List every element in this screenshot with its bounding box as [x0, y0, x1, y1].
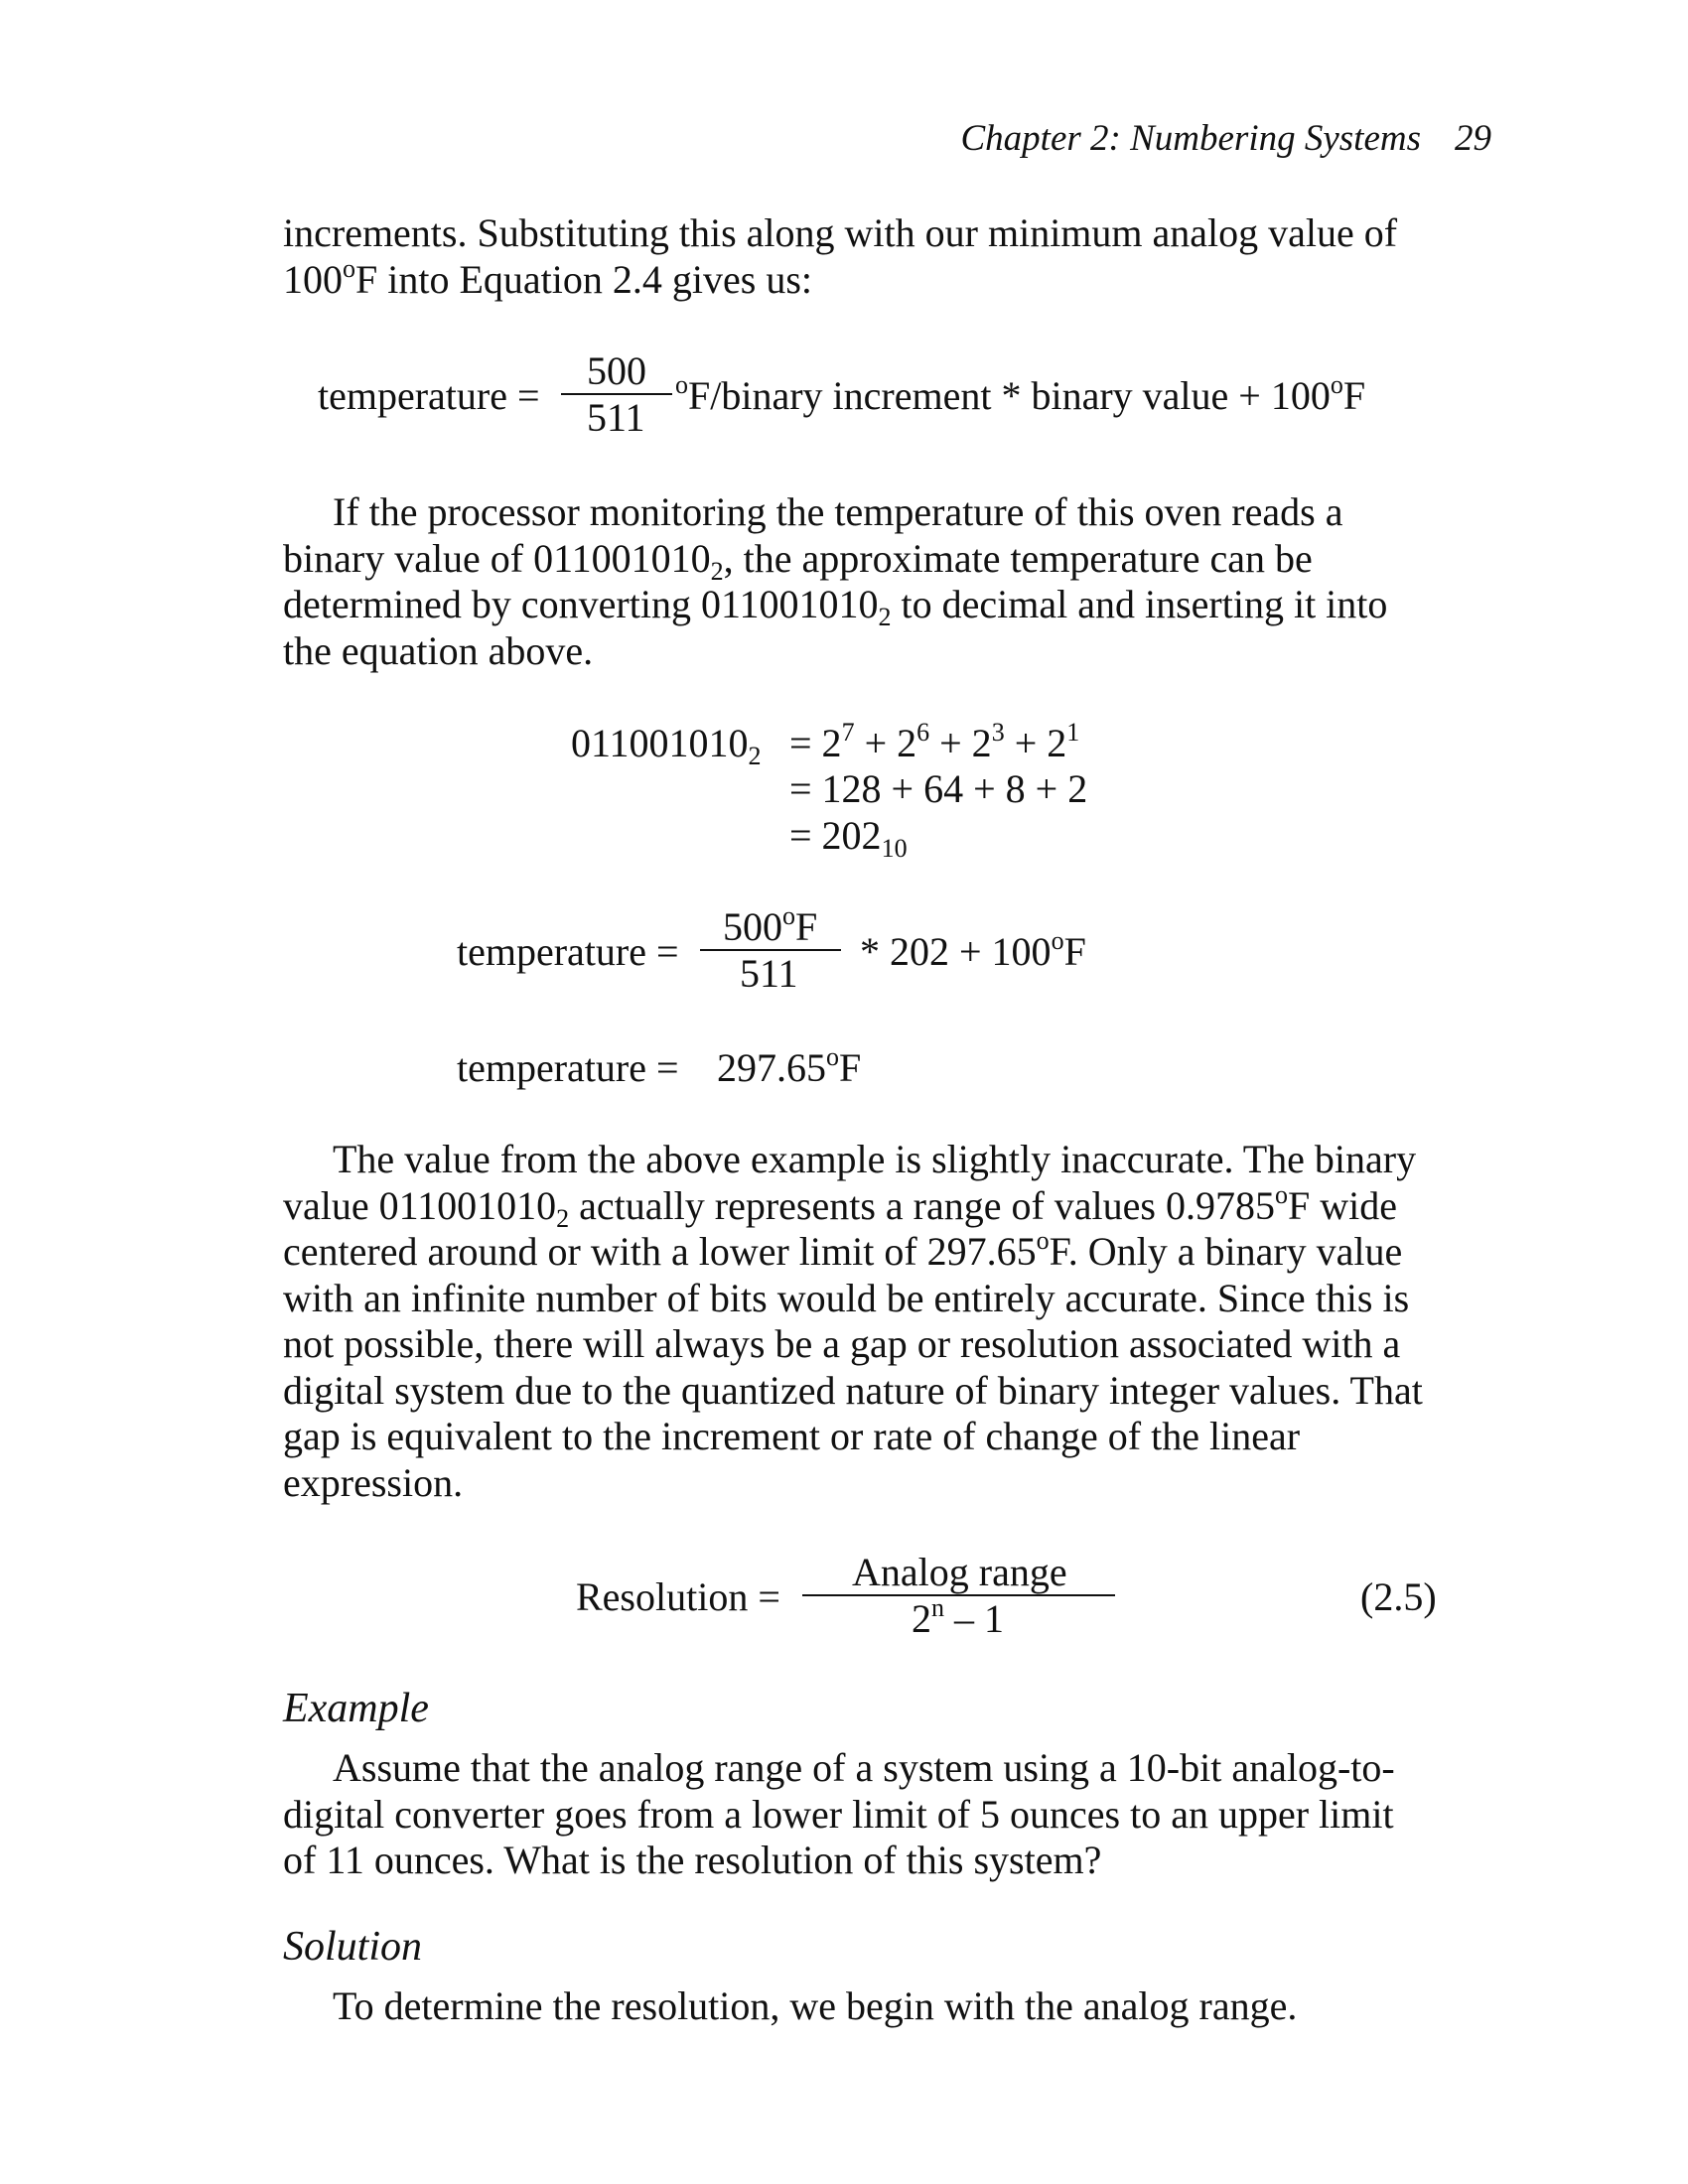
text-fragment: = 2: [789, 721, 842, 765]
text-fragment: 297.65: [717, 1045, 826, 1090]
equation-rhs: [675, 372, 1365, 419]
text-fragment: = 202: [789, 813, 882, 858]
text-line: [283, 535, 1475, 586]
text-line: If the processor monitoring the temperature of this oven reads a: [333, 489, 1343, 534]
text-fragment: – 1: [944, 1596, 1004, 1641]
equation-result: [717, 1044, 861, 1091]
text-fragment: 100: [283, 256, 343, 302]
text-fragment: 2: [912, 1596, 931, 1641]
equation-number: (2.5): [1360, 1574, 1437, 1619]
text-fragment: determined by converting 011001010: [283, 582, 879, 626]
text-fragment: F/binary increment * binary value + 100: [688, 373, 1331, 418]
conversion-row-3: [789, 812, 908, 863]
paragraph-accuracy: [283, 1137, 1475, 1506]
text-line: with an infinite number of bits would be entirely accurate. Since this is: [283, 1275, 1410, 1320]
example-heading: Example: [283, 1686, 429, 1731]
text-line: expression.: [283, 1459, 464, 1505]
running-header: [961, 117, 1492, 160]
text-fragment: F: [1063, 929, 1086, 974]
base-subscript: 2: [748, 742, 762, 770]
text-fragment: + 2: [1004, 721, 1067, 765]
text-line: of 11 ounces. What is the resolution of this system?: [283, 1838, 1102, 1882]
text-fragment: + 2: [929, 721, 992, 765]
equation-denominator: 511: [740, 951, 798, 996]
text-fragment: actually represents a range of values 0.9785: [569, 1182, 1275, 1228]
paragraph-processor: [283, 489, 1475, 674]
paragraph-example: [283, 1745, 1475, 1884]
text-fragment: centered around or with a lower limit of 297.65: [283, 1229, 1037, 1274]
exponent-superscript: 1: [1066, 718, 1080, 747]
text-fragment: F. Only a binary value: [1049, 1229, 1403, 1274]
degree-superscript: o: [1330, 370, 1343, 399]
text-line: gap is equivalent to the increment or rate of change of the linear: [283, 1414, 1301, 1458]
equation-rhs: [860, 928, 1086, 975]
paragraph-intro: [283, 210, 1475, 303]
text-line: [283, 253, 1475, 304]
running-title: Chapter 2: Numbering Systems: [960, 118, 1421, 159]
text-line: To determine the resolution, we begin with the analog range.: [333, 1983, 1298, 2028]
text-fragment: binary value of 011001010: [283, 535, 711, 581]
equation-denominator: 511: [587, 395, 645, 440]
text-line: digital converter goes from a lower limit of 5 ounces to an upper limit: [283, 1791, 1394, 1837]
degree-superscript: o: [1051, 926, 1064, 955]
degree-superscript: o: [675, 370, 688, 399]
text-fragment: value 011001010: [283, 1182, 557, 1228]
text-fragment: * 202 + 100: [860, 929, 1052, 974]
degree-superscript: o: [1274, 1179, 1288, 1209]
degree-superscript: o: [343, 253, 355, 283]
degree-superscript: o: [826, 1042, 839, 1071]
text-fragment: F: [1342, 373, 1366, 418]
text-fragment: F into Equation 2.4 gives us:: [355, 256, 812, 302]
text-line: not possible, there will always be a gap or resolution associated with a: [283, 1321, 1401, 1366]
text-line: increments. Substituting this along with our minimum analog value of: [283, 210, 1398, 255]
text-line: [283, 1226, 1475, 1276]
base-subscript: 10: [881, 834, 908, 863]
conversion-row-1: [789, 720, 1079, 766]
text-fragment: to decimal and inserting it into: [891, 582, 1388, 626]
exponent-superscript: 7: [841, 718, 855, 747]
exponent-superscript: 6: [916, 718, 930, 747]
equation-numerator: Analog range: [852, 1550, 1067, 1594]
conversion-lhs: [571, 720, 762, 770]
text-fragment: , the approximate temperature can be: [723, 535, 1313, 581]
base-subscript: 2: [878, 603, 892, 631]
base-subscript: 2: [556, 1203, 570, 1233]
text-fragment: 500: [723, 904, 782, 949]
base-subscript: 2: [710, 556, 724, 586]
text-line: [283, 1179, 1475, 1233]
equation-numerator: [723, 903, 817, 950]
degree-superscript: o: [1036, 1226, 1050, 1255]
text-fragment: F: [795, 904, 818, 949]
equation-lhs: temperature =: [318, 373, 540, 418]
degree-superscript: o: [782, 901, 795, 930]
text-line: digital system due to the quantized nature of binary integer values. That: [283, 1367, 1423, 1413]
text-fragment: + 2: [854, 721, 917, 765]
equation-lhs: Resolution =: [576, 1574, 780, 1619]
text-line: Assume that the analog range of a system using a 10-bit analog-to-: [333, 1745, 1395, 1790]
text-line: [283, 582, 1475, 631]
equation-numerator: 500: [587, 348, 646, 393]
exponent-superscript: 3: [991, 718, 1005, 747]
text-fragment: F wide: [1287, 1182, 1397, 1228]
solution-heading: Solution: [283, 1924, 423, 1970]
text-fragment: F: [839, 1045, 862, 1090]
page-number: 29: [1455, 118, 1491, 159]
conversion-row-2: = 128 + 64 + 8 + 2: [789, 766, 1088, 811]
equation-denominator: [912, 1595, 1004, 1642]
text-line: The value from the above example is slightly inaccurate. The binary: [333, 1137, 1417, 1181]
paragraph-solution: [283, 1983, 1475, 2030]
equation-lhs: temperature =: [457, 1045, 679, 1090]
exponent-superscript: n: [931, 1593, 944, 1622]
text-fragment: 011001010: [571, 721, 749, 765]
equation-lhs: temperature =: [457, 929, 679, 974]
text-line: the equation above.: [283, 627, 594, 673]
